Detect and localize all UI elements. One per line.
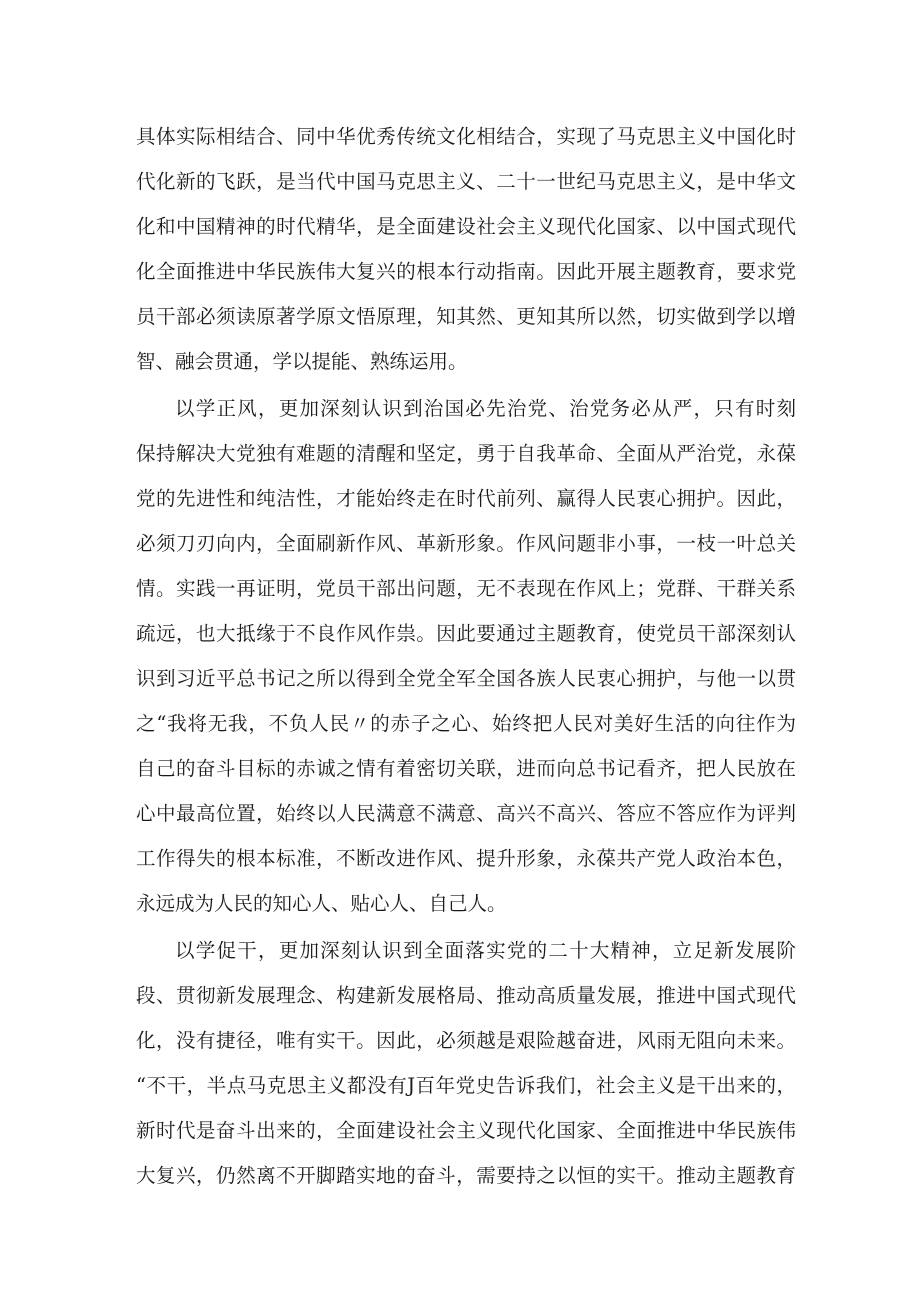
paragraph xyxy=(136,114,796,384)
paragraph xyxy=(136,386,796,926)
text-line: 员干部必须读原著学原文悟原理，知其然、更知其所以然，切实做到学以增 xyxy=(136,305,796,328)
paragraph xyxy=(136,928,796,1198)
text-line: 化全面推进中华民族伟大复兴的根本行动指南。因此开展主题教育，要求党 xyxy=(136,260,796,283)
text-line: 必须刀刃向内，全面刷新作风、革新形象。作风问题非小事，一枝一叶总关 xyxy=(136,532,796,555)
text-line: 党的先进性和纯洁性，才能始终走在时代前列、赢得人民衷心拥护。因此， xyxy=(136,487,796,510)
text-line: “不干，半点马克思主义都没有J百年党史告诉我们，社会主义是干出来的， xyxy=(136,1074,796,1097)
text-line: 化，没有捷径，唯有实干。因此，必须越是艰险越奋进，风雨无阻向未来。 xyxy=(136,1029,796,1052)
text-line: 化和中国精神的时代精华，是全面建设社会主义现代化国家、以中国式现代 xyxy=(136,215,796,238)
text-line: 永远成为人民的知心人、贴心人、自己人。 xyxy=(136,892,507,915)
text-line: 识到习近平总书记之所以得到全党全军全国各族人民衷心拥护，与他一以贯 xyxy=(136,667,796,690)
text-line: 以学正风，更加深刻认识到治国必先治党、治党务必从严，只有时刻 xyxy=(175,397,796,420)
text-line: 疏远，也大抵缘于不良作风作祟。因此要通过主题教育，使党员干部深刻认 xyxy=(136,622,796,645)
text-line: 新时代是奋斗出来的，全面建设社会主义现代化国家、全面推进中华民族伟 xyxy=(136,1119,796,1142)
text-line: 心中最高位置，始终以人民满意不满意、高兴不高兴、答应不答应作为评判 xyxy=(136,802,796,825)
text-line: 智、融会贯通，学以提能、熟练运用。 xyxy=(136,350,468,373)
text-line: 情。实践一再证明，党员干部出问题，无不表现在作风上；党群、干群关系 xyxy=(136,577,796,600)
text-line: 自己的奋斗目标的赤诚之情有着密切关联，进而向总书记看齐，把人民放在 xyxy=(136,757,796,780)
text-line: 保持解决大党独有难题的清醒和坚定，勇于自我革命、全面从严治党，永葆 xyxy=(136,442,796,465)
text-line: 工作得失的根本标准，不断改进作风、提升形象，永葆共产党人政治本色， xyxy=(136,847,796,870)
text-line: 大复兴，仍然离不开脚踏实地的奋斗，需要持之以恒的实干。推动主题教育 xyxy=(136,1164,796,1187)
text-line: 段、贯彻新发展理念、构建新发展格局、推动高质量发展，推进中国式现代 xyxy=(136,984,796,1007)
body-text xyxy=(136,114,796,1198)
text-line: 以学促干，更加深刻认识到全面落实党的二十大精神，立足新发展阶 xyxy=(175,939,796,962)
text-line: 代化新的飞跃，是当代中国马克思主义、二十一世纪马克思主义，是中华文 xyxy=(136,170,796,193)
text-line: 之“我将无我，不负人民〃的赤子之心、始终把人民对美好生活的向往作为 xyxy=(136,712,796,735)
text-line: 具体实际相结合、同中华优秀传统文化相结合，实现了马克思主义中国化时 xyxy=(136,125,796,148)
